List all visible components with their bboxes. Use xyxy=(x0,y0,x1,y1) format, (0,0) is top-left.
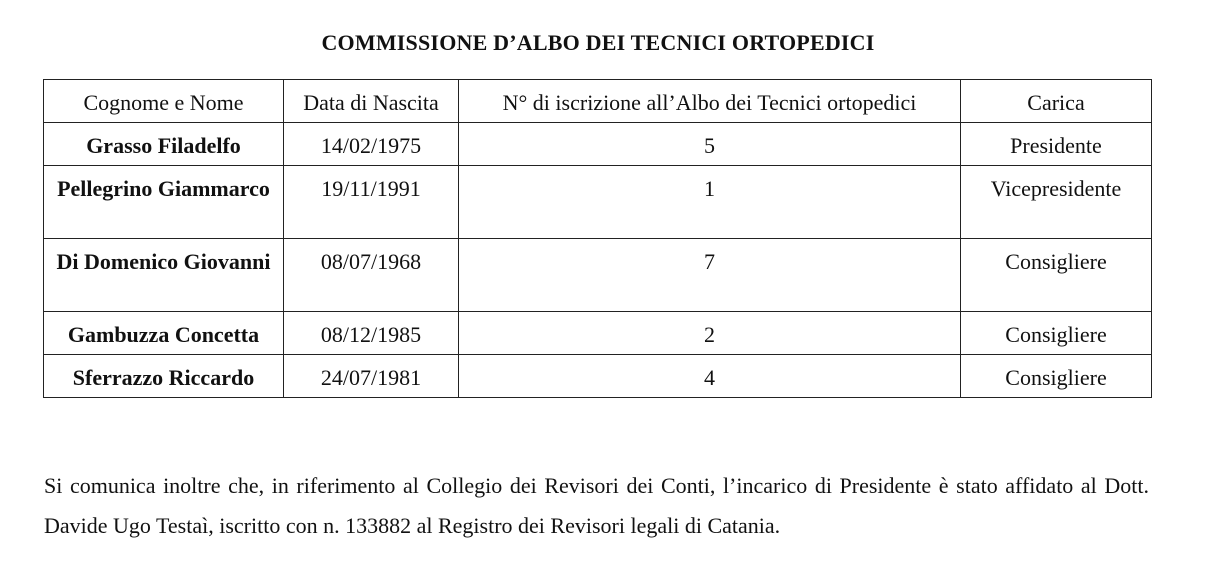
table-header-row xyxy=(44,80,1152,123)
member-register-number: 5 xyxy=(459,123,961,166)
document-title: COMMISSIONE D’ALBO DEI TECNICI ORTOPEDICI xyxy=(321,30,875,55)
table-row xyxy=(44,312,1152,355)
member-register-number: 4 xyxy=(459,355,961,398)
table-row xyxy=(44,166,1152,239)
member-role: Consigliere xyxy=(961,312,1152,355)
table-row xyxy=(44,239,1152,312)
member-role: Consigliere xyxy=(961,239,1152,312)
table-row xyxy=(44,123,1152,166)
member-birth-date: 14/02/1975 xyxy=(284,123,459,166)
member-role: Vicepresidente xyxy=(961,166,1152,239)
member-name: Grasso Filadelfo xyxy=(44,123,284,166)
member-name: Gambuzza Concetta xyxy=(44,312,284,355)
member-birth-date: 08/07/1968 xyxy=(284,239,459,312)
member-birth-date: 08/12/1985 xyxy=(284,312,459,355)
member-register-number: 1 xyxy=(459,166,961,239)
member-birth-date: 24/07/1981 xyxy=(284,355,459,398)
header-name: Cognome e Nome xyxy=(44,80,284,123)
member-name: Sferrazzo Riccardo xyxy=(44,355,284,398)
member-role: Consigliere xyxy=(961,355,1152,398)
header-role: Carica xyxy=(961,80,1152,123)
table-row xyxy=(44,355,1152,398)
auditors-paragraph: Si comunica inoltre che, in riferimento al Collegio dei Revisori dei Conti, l’incarico di Presidente è stato affidato al Dott. Davide Ugo Testaì, iscritto con n. 133882 al Registro dei Revisori legali di Catania. xyxy=(44,473,1149,538)
member-register-number: 7 xyxy=(459,239,961,312)
member-birth-date: 19/11/1991 xyxy=(284,166,459,239)
member-role: Presidente xyxy=(961,123,1152,166)
header-register-number: N° di iscrizione all’Albo dei Tecnici ortopedici xyxy=(459,80,961,123)
member-name: Pellegrino Giammarco xyxy=(44,166,284,239)
member-name: Di Domenico Giovanni xyxy=(44,239,284,312)
member-register-number: 2 xyxy=(459,312,961,355)
commission-members-table xyxy=(43,79,1152,398)
header-birth-date: Data di Nascita xyxy=(284,80,459,123)
